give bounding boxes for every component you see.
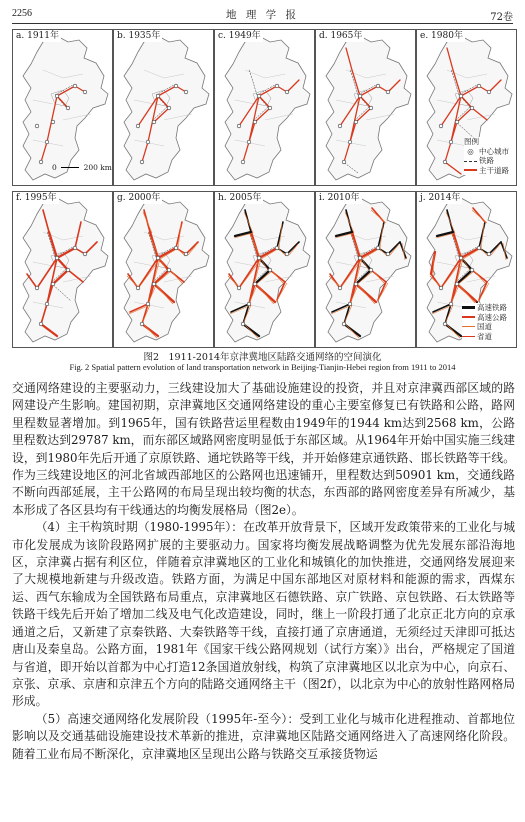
- legend-item: 铁路: [464, 156, 509, 166]
- scale-distance: 200 km: [83, 163, 112, 172]
- legend-item: 高速公路: [462, 313, 507, 323]
- scale-bar: [52, 163, 112, 172]
- legend-historic: [464, 137, 509, 175]
- panel-label: c. 1949年: [218, 31, 261, 41]
- panel-label: f. 1995年: [16, 193, 57, 203]
- figure-caption-cn: 图2 1911-2014年京津冀地区陆路交通网络的空间演化: [143, 352, 382, 363]
- panel-label: j. 2014年: [420, 193, 461, 203]
- panel-label: h. 2005年: [218, 193, 262, 203]
- panel-label: i. 2010年: [319, 193, 360, 203]
- map-panel-b: [113, 29, 214, 186]
- map-panel-f: [12, 191, 113, 348]
- body-text: [12, 380, 515, 763]
- region-map: [316, 192, 415, 347]
- map-panel-i: [315, 191, 416, 348]
- header-rule: [12, 23, 513, 24]
- map-panel-h: [214, 191, 315, 348]
- paragraph: （5）高速交通网络化发展阶段（1995年-至今）：受到工业化与城市化进程推动、首都地位影响以及交通基础设施建设技术革新的推进，京津冀地区陆路交通网络进入了高速网络化阶段。随着工业布局不断深化，京津冀地区呈现出公路与铁路交互承接货物运: [12, 711, 515, 761]
- legend-item: 主干道路: [464, 166, 509, 176]
- region-map: [215, 192, 314, 347]
- map-panel-c: [214, 29, 315, 186]
- legend-item: 高速铁路: [462, 303, 507, 313]
- legend-title: 图例: [464, 137, 479, 146]
- figure-panels: [12, 29, 515, 347]
- legend-item: 国道: [462, 322, 507, 332]
- region-map: [215, 30, 314, 185]
- scale-zero: 0: [52, 163, 57, 172]
- region-map: [13, 192, 112, 347]
- running-header: [12, 6, 513, 22]
- map-panel-g: [113, 191, 214, 348]
- figure-caption-en: Fig. 2 Spatial pattern evolution of land transportation network in Beijing-Tianjin-Hebei region from 1911 to 2014: [69, 362, 456, 372]
- legend-item: ◎ 中心城市: [467, 146, 509, 156]
- region-map: [316, 30, 415, 185]
- panel-label: g. 2000年: [117, 193, 161, 203]
- legend-item: 省道: [462, 332, 507, 342]
- panel-label: b. 1935年: [117, 31, 161, 41]
- region-map: [114, 30, 213, 185]
- region-map: [13, 30, 112, 185]
- map-panel-d: [315, 29, 416, 186]
- volume-label: 72卷: [490, 12, 513, 23]
- paragraph: 交通网络建设的主要驱动力，三线建设加大了基础设施建设的投资，并且对京津冀西部区域的路网建设产生影响。建国初期，京津冀地区交通网络建设的重心主要室修复已有铁路和公路，路网里程数显著增加。到1965年，国有铁路营运里程数由1949年的1944 km达到2568 km，公路里程数达到29787 km，而东部区域路网密度明显低于东部区域。从1964年开始中国实施三线建设，到1980年先后开通了京原铁路、通坨铁路等干线，并开始修建京通铁路、邯长铁路等干线。作为三线建设地区的河北省域西部地区的公路网也迅速铺开，里程数达到50901 km，交通线路不断向西部延展，主干公路网的布局呈现出较均衡的状态，东西部的路网密度差异有所减少，基本形成了各区县均有干线通达的均衡发展格局（图2e）。: [12, 381, 515, 517]
- panel-label: e. 1980年: [420, 31, 463, 41]
- panel-label: a. 1911年: [16, 31, 59, 41]
- legend-modern: [462, 303, 507, 341]
- page-number: 2256: [12, 8, 32, 19]
- panel-label: d. 1965年: [319, 31, 363, 41]
- journal-title: 地 理 学 报: [225, 9, 299, 21]
- region-map: [114, 192, 213, 347]
- paragraph: （4）主干构筑时期（1980-1995年）：在改革开放背景下，区域开发政策带来的工业化与城市化发展成为该阶段路网扩展的主要驱动力。国家将均衡发展战略调整为优先发展东部沿海地区，京津冀占据有利区位，伴随着京津冀地区的工业化和城镇化的加快推进，交通网络发展迎来了大规模地新建与升级改造。铁路方面，为满足中国东部地区对原材料和能源的需求，西煤东运、西气东输成为全国铁路布局重点，京津冀地区石德铁路、京广铁路、京包铁路、石太铁路等铁路干线先后开始了增加二线及电气化改造建设，同时，继上一阶段打通了北京正北方向的京承通道之后，又新建了京秦铁路、大秦铁路等干线，直接打通了京唐通道，无须经过天津即可抵达唐山及秦皇岛。公路方面，1981年《国家干线公路网规划（试行方案）》出台，严格规定了国道与省道，即开始以首都为中心打造12条国道放射线，构筑了京津冀地区以北京为中心，向京石、京张、京承、京唐和京津五个方向的陆路交通网络主干（图2f），以北京为中心的放射性路网格局形成。: [12, 520, 515, 709]
